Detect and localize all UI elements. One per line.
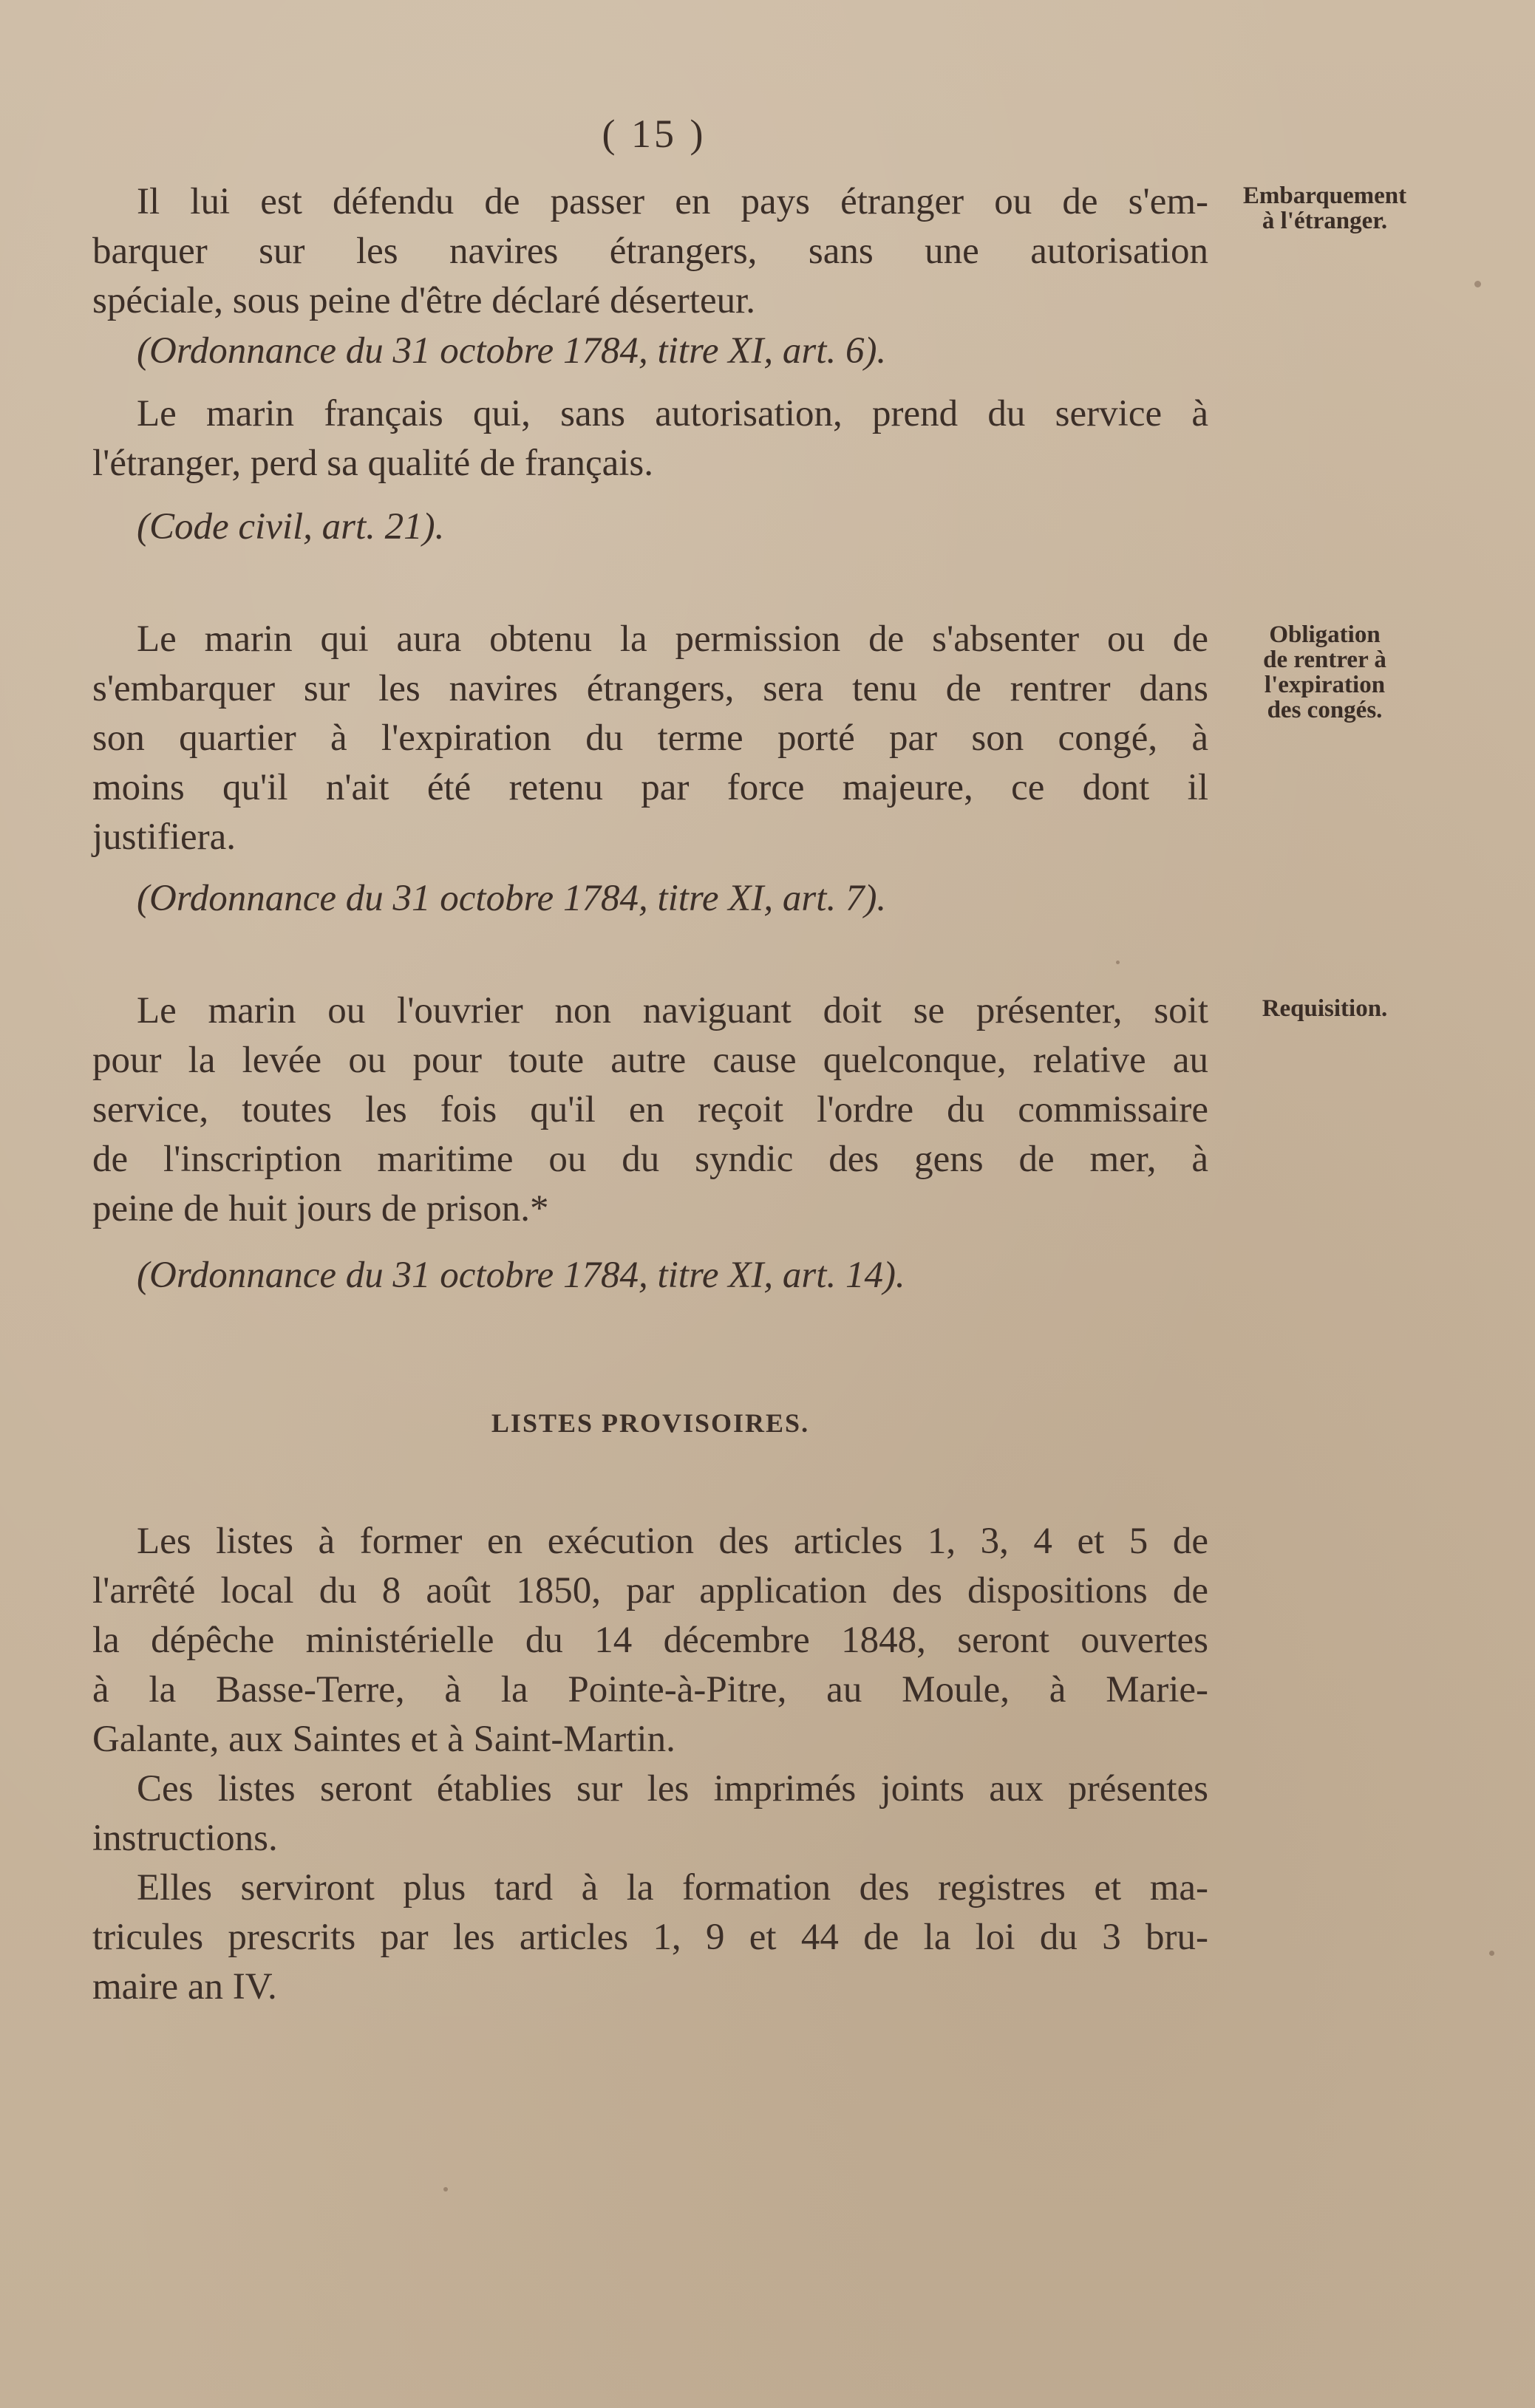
text-line: peine de huit jours de prison.* xyxy=(92,1188,549,1229)
page-number: ( 15 ) xyxy=(602,112,707,156)
paper-speck xyxy=(1116,961,1120,964)
text-line: service, toutes les fois qu'il en reçoit l'ordre du commissaire xyxy=(92,1089,1208,1130)
text-line: Il lui est défendu de passer en pays étranger ou de s'em- xyxy=(137,181,1208,222)
text-line: Le marin français qui, sans autorisation, prend du service à xyxy=(137,393,1208,434)
paragraph-obligation xyxy=(92,615,1208,862)
text-line: tricules prescrits par les articles 1, 9 et 44 de la loi du 3 bru- xyxy=(92,1917,1208,1958)
margin-note-line: de rentrer à xyxy=(1263,647,1386,673)
margin-note-line: Obligation xyxy=(1269,621,1381,648)
text-line: la dépêche ministérielle du 14 décembre 1848, seront ouvertes xyxy=(92,1620,1208,1661)
paper-speck xyxy=(1474,281,1481,287)
text-line: spéciale, sous peine d'être déclaré déserteur. xyxy=(92,280,756,321)
margin-note-line: l'expiration xyxy=(1264,672,1386,698)
text-line: de l'inscription maritime ou du syndic des gens de mer, à xyxy=(92,1139,1208,1180)
paper-speck xyxy=(443,2187,448,2192)
text-line: l'arrêté local du 8 août 1850, par application des dispositions de xyxy=(92,1570,1208,1611)
citation: (Ordonnance du 31 octobre 1784, titre XI, art. 7). xyxy=(137,878,887,919)
text-line: s'embarquer sur les navires étrangers, sera tenu de rentrer dans xyxy=(92,668,1208,709)
margin-note-line: Embarquement xyxy=(1242,183,1407,209)
paragraph-listes xyxy=(92,1517,1208,2012)
citation: (Ordonnance du 31 octobre 1784, titre XI, art. 6). xyxy=(137,330,887,372)
citation: (Ordonnance du 31 octobre 1784, titre XI, art. 14). xyxy=(137,1255,905,1296)
margin-note-requisition xyxy=(1231,996,1419,1021)
margin-note-line: à l'étranger. xyxy=(1262,208,1388,234)
section-heading: LISTES PROVISOIRES. xyxy=(491,1408,810,1438)
margin-note-line: Requisition. xyxy=(1262,995,1388,1022)
text-line: à la Basse-Terre, à la Pointe-à-Pitre, au Moule, à Marie- xyxy=(92,1669,1208,1711)
paragraph-marin-francais xyxy=(92,389,1208,488)
citation: (Code civil, art. 21). xyxy=(137,506,445,548)
text-line: instructions. xyxy=(92,1818,278,1859)
text-line: son quartier à l'expiration du terme porté par son congé, à xyxy=(92,717,1208,759)
text-line: Galante, aux Saintes et à Saint-Martin. xyxy=(92,1719,675,1760)
text-line: Elles serviront plus tard à la formation des registres et ma- xyxy=(137,1867,1208,1909)
text-line: Ces listes seront établies sur les imprimés joints aux présentes xyxy=(137,1768,1208,1810)
text-line: moins qu'il n'ait été retenu par force majeure, ce dont il xyxy=(92,767,1208,808)
margin-note-obligation xyxy=(1231,622,1419,723)
margin-note-embarquement xyxy=(1231,183,1419,233)
text-line: Le marin qui aura obtenu la permission de s'absenter ou de xyxy=(137,618,1208,660)
text-line: justifiera. xyxy=(92,816,236,858)
margin-note-line: des congés. xyxy=(1267,697,1383,723)
paper-speck xyxy=(1489,1951,1494,1956)
text-line: maire an IV. xyxy=(92,1966,277,2008)
text-line: Les listes à former en exécution des articles 1, 3, 4 et 5 de xyxy=(137,1521,1208,1562)
text-line: pour la levée ou pour toute autre cause quelconque, relative au xyxy=(92,1040,1208,1081)
paragraph-requisition xyxy=(92,986,1208,1234)
text-line: Le marin ou l'ouvrier non naviguant doit se présenter, soit xyxy=(137,990,1208,1031)
text-line: barquer sur les navires étrangers, sans une autorisation xyxy=(92,231,1208,272)
text-line: l'étranger, perd sa qualité de français. xyxy=(92,443,654,484)
paragraph-embarquement xyxy=(92,177,1208,326)
